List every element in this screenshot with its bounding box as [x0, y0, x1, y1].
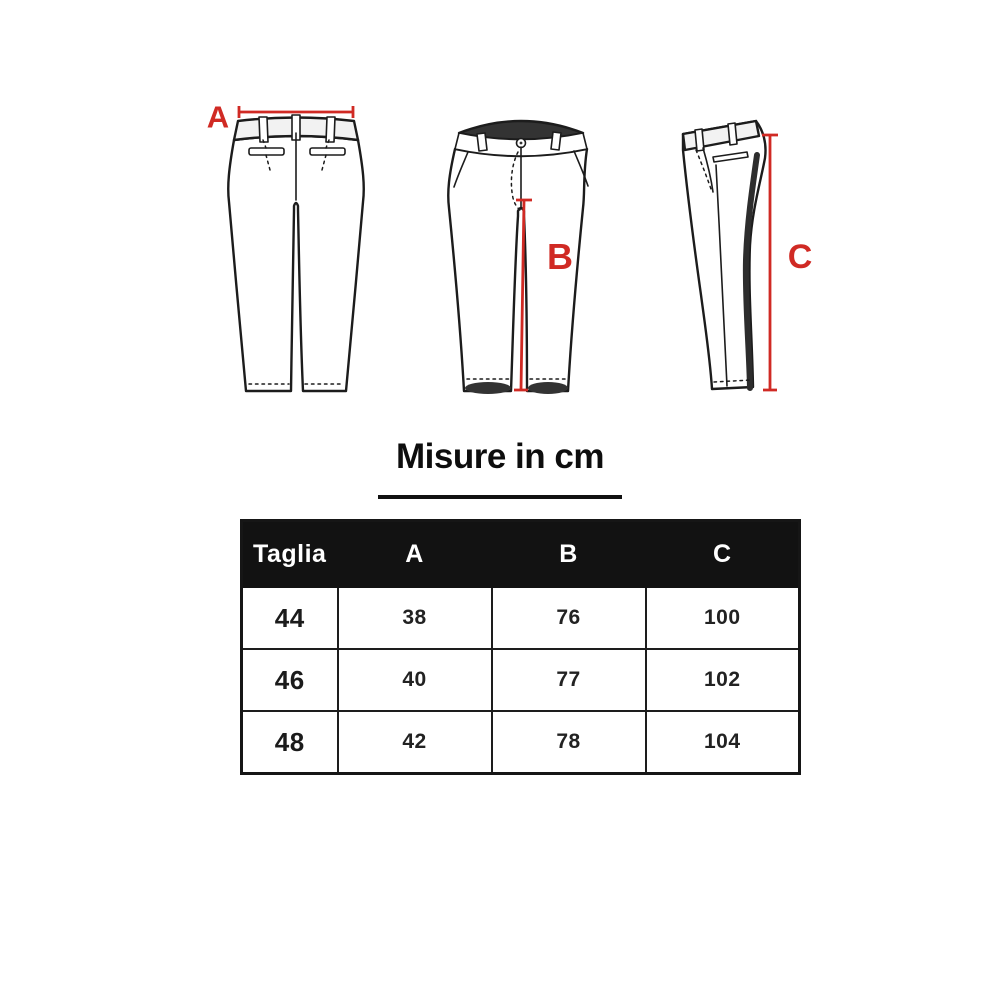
header-taglia: Taglia: [242, 521, 338, 588]
measure-label-c: C: [787, 238, 813, 276]
cell-size: 44: [242, 587, 338, 649]
pants-back-view-drawing: [228, 106, 364, 391]
section-title: Misure in cm: [396, 437, 604, 476]
cell-a: 38: [338, 587, 492, 649]
table-row-size-48: [242, 711, 800, 774]
header-a: A: [338, 521, 492, 588]
measure-label-a: A: [206, 99, 230, 135]
size-table-header-row: [242, 521, 800, 588]
cell-b: 76: [492, 587, 646, 649]
waist-button-hole: [520, 142, 523, 145]
title-underline: [378, 495, 622, 499]
cell-c: 104: [646, 711, 800, 774]
cell-c: 100: [646, 587, 800, 649]
cell-b: 78: [492, 711, 646, 774]
header-b: B: [492, 521, 646, 588]
cell-a: 40: [338, 649, 492, 711]
front-hem-right: [528, 382, 568, 394]
measure-label-b: B: [547, 236, 573, 277]
size-table: [240, 519, 801, 775]
cell-a: 42: [338, 711, 492, 774]
cell-c: 102: [646, 649, 800, 711]
cell-b: 77: [492, 649, 646, 711]
table-row-size-46: [242, 649, 800, 711]
back-pocket-right: [310, 148, 345, 155]
table-row-size-44: [242, 587, 800, 649]
header-c: C: [646, 521, 800, 588]
back-pocket-left: [249, 148, 284, 155]
pants-side-view-drawing: [683, 121, 778, 390]
measure-line-c: [762, 135, 778, 390]
cell-size: 46: [242, 649, 338, 711]
cell-size: 48: [242, 711, 338, 774]
front-hem-left: [465, 382, 511, 394]
pants-diagrams: [0, 80, 1000, 420]
